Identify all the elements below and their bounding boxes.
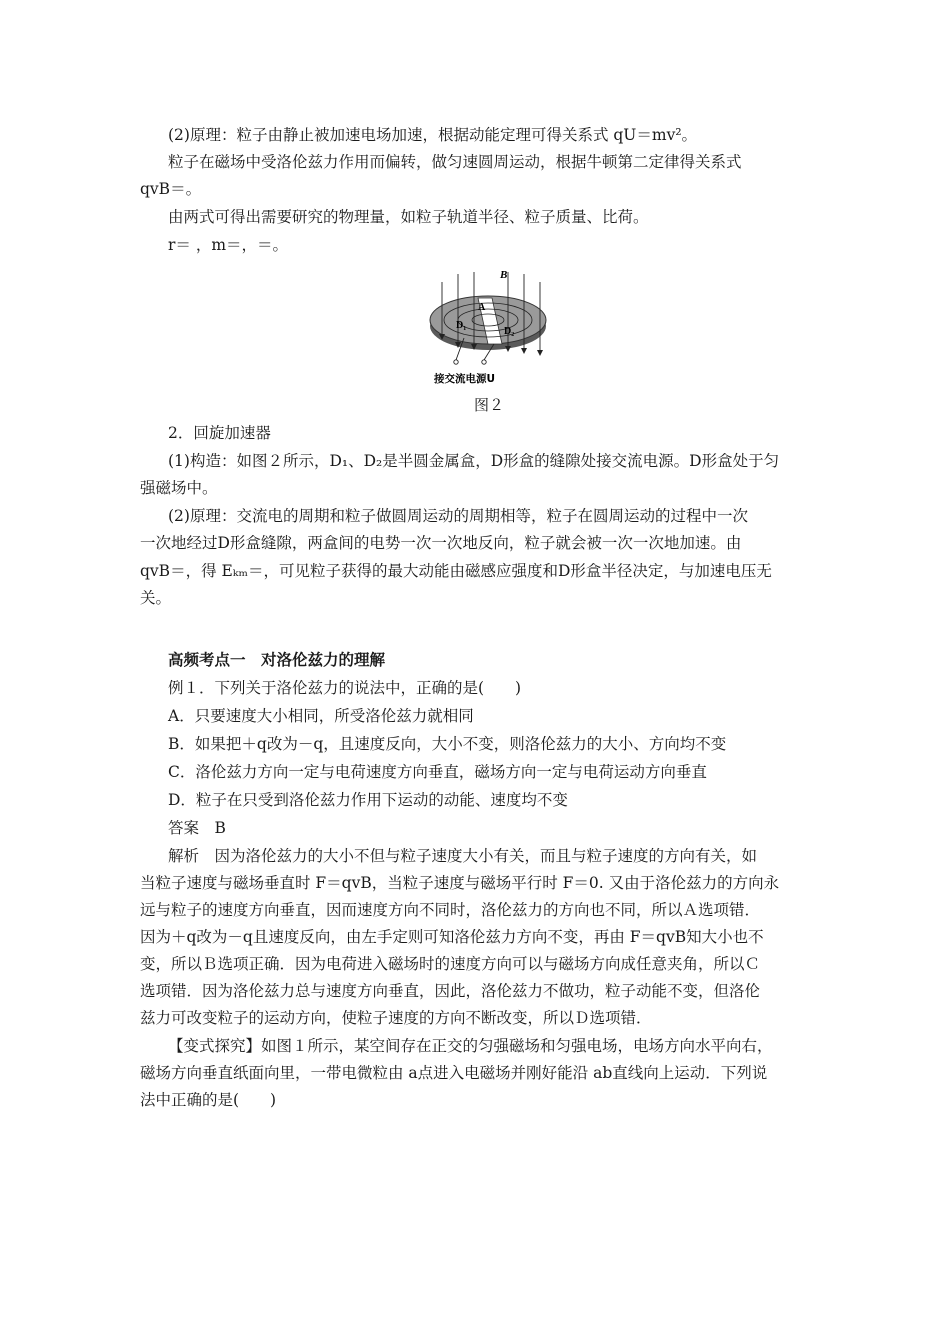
text-line: 兹力可改变粒子的运动方向，使粒子速度的方向不断改变，所以Ｄ选项错． [140,1009,652,1027]
cyclotron-figure [420,264,560,389]
text-line: 一次地经过D形盒缝隙，两盒间的电势一次一次地反向，粒子就会被一次一次地加速。由 [140,534,742,552]
text-line: r＝ ，m＝，＝。 [168,236,289,254]
text-line: qvB＝，得 Eₖₘ＝，可见粒子获得的最大动能由磁感应强度和D形盒半径决定，与加速电压无 [140,562,772,580]
text-line: (2)原理：粒子由静止被加速电场加速，根据动能定理可得关系式 qU＝mv²。 [168,126,698,144]
text-line: 由两式可得出需要研究的物理量，如粒子轨道半径、粒子质量、比荷。 [168,208,649,226]
text-line: 变，所以Ｂ选项正确．因为电荷进入磁场时的速度方向可以与磁场方向成任意夹角，所以Ｃ [140,955,761,973]
text-line: 粒子在磁场中受洛伦兹力作用而偏转，做匀速圆周运动，根据牛顿第二定律得关系式 [168,153,742,171]
option-c: C．洛伦兹力方向一定与电荷速度方向垂直，磁场方向一定与电荷运动方向垂直 [168,763,707,781]
text-line: 当粒子速度与磁场垂直时 F＝qvB，当粒子速度与磁场平行时 F＝0. 又由于洛伦兹力的方向永 [140,874,780,892]
text-line: qvB＝。 [140,180,202,198]
text-line: 远与粒子的速度方向垂直，因而速度方向不同时，洛伦兹力的方向也不同，所以Ａ选项错． [140,901,761,919]
text-line: 例１．下列关于洛伦兹力的说法中，正确的是( ) [168,679,522,697]
answer-line: 答案 B [168,819,226,837]
option-a: A．只要速度大小相同，所受洛伦兹力就相同 [168,707,474,725]
text-line: 关。 [140,589,172,607]
figure-label-source: 接交流电源U [434,373,496,385]
text-line: (1)构造：如图２所示，D₁、D₂是半圆金属盒，D形盒的缝隙处接交流电源。D形盒处于匀 [168,452,780,470]
figure-label-d1: D₁ [456,320,467,331]
text-line: 【变式探究】如图１所示，某空间存在正交的匀强磁场和匀强电场，电场方向水平向右， [168,1037,773,1055]
text-line: 磁场方向垂直纸面向里，一带电微粒由 a点进入电磁场并刚好能沿 ab直线向上运动．下列说 [140,1064,768,1082]
option-d: D．粒子在只受到洛伦兹力作用下运动的动能、速度均不变 [168,791,568,809]
text-line: 2．回旋加速器 [168,424,271,442]
figure-label-b: B [500,269,508,281]
option-b: B．如果把＋q改为－q，且速度反向，大小不变，则洛伦兹力的大小、方向均不变 [168,735,727,753]
figure-label-a: A [478,302,486,313]
text-line: 因为＋q改为－q且速度反向，由左手定则可知洛伦兹力方向不变，再由 F＝qvB知大小也不 [140,928,764,946]
text-line: 法中正确的是( ) [140,1091,277,1109]
text-line: 选项错．因为洛伦兹力总与速度方向垂直，因此，洛伦兹力不做功，粒子动能不变，但洛伦 [140,982,761,1000]
section-heading: 高频考点一 对洛伦兹力的理解 [168,650,386,669]
text-line: 解析 因为洛伦兹力的大小不但与粒子速度大小有关，而且与粒子速度的方向有关，如 [168,847,758,865]
figure-caption: 图２ [474,396,505,414]
figure-label-d2: D₂ [504,326,515,337]
text-line: 强磁场中。 [140,479,218,497]
text-line: (2)原理：交流电的周期和粒子做圆周运动的周期相等，粒子在圆周运动的过程中一次 [168,507,748,525]
